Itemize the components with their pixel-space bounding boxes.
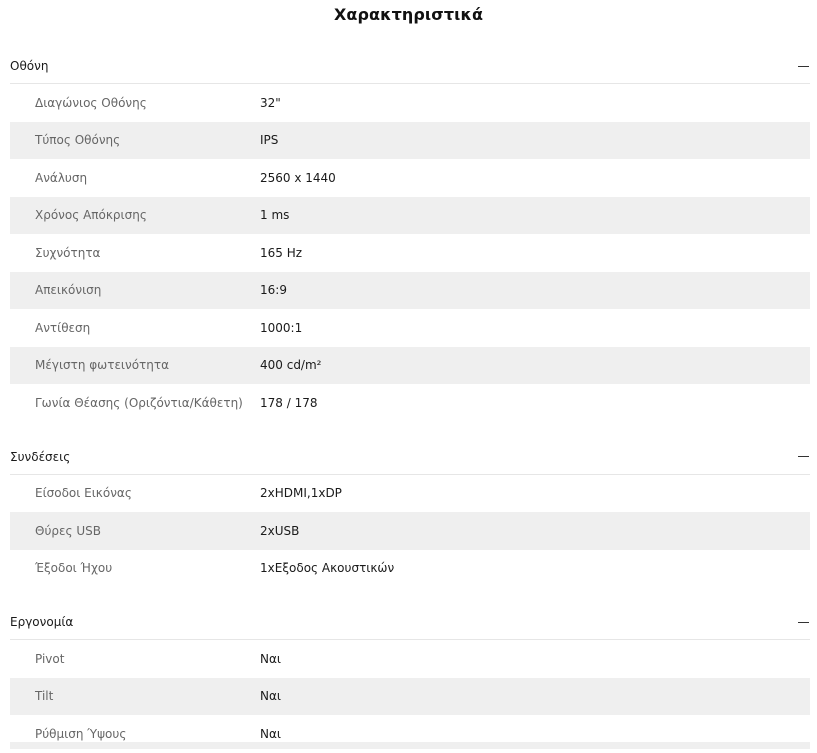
spec-value: Ναι xyxy=(260,689,281,704)
minus-icon[interactable] xyxy=(798,622,809,623)
spec-value: 32" xyxy=(260,95,281,110)
spec-row xyxy=(10,234,810,272)
spec-row xyxy=(10,197,810,235)
spec-label: Θύρες USB xyxy=(35,523,101,538)
section-title: Οθόνη xyxy=(10,59,49,73)
spec-value: 2xHDMI,1xDP xyxy=(260,486,342,501)
spec-row xyxy=(10,347,810,385)
section-header-display[interactable] xyxy=(10,49,810,84)
spec-label: Έξοδοι Ήχου xyxy=(35,561,113,576)
spec-label: Χρόνος Απόκρισης xyxy=(35,208,147,223)
spec-row xyxy=(10,550,810,588)
spec-value: 1xΕξοδος Ακουστικών xyxy=(260,561,395,576)
section-header-connections[interactable] xyxy=(10,440,810,475)
spec-value: 1000:1 xyxy=(260,320,303,335)
spec-row xyxy=(10,122,810,160)
spec-value: 2560 x 1440 xyxy=(260,170,336,185)
section-display xyxy=(10,49,810,422)
section-ergonomics xyxy=(10,605,810,753)
spec-label: Είσοδοι Εικόνας xyxy=(35,486,132,501)
spec-row xyxy=(10,309,810,347)
spec-value: 165 Hz xyxy=(260,245,303,260)
page-title: Χαρακτηριστικά xyxy=(333,5,484,24)
spec-row xyxy=(10,272,810,310)
spec-label: Μέγιστη φωτεινότητα xyxy=(35,358,169,373)
spec-value: Ναι xyxy=(260,726,281,741)
section-header-ergonomics[interactable] xyxy=(10,605,810,640)
minus-icon[interactable] xyxy=(798,66,809,67)
spec-value: IPS xyxy=(260,133,279,148)
spec-row xyxy=(10,159,810,197)
spec-label: Διαγώνιος Οθόνης xyxy=(35,95,147,110)
spec-value: 178 / 178 xyxy=(260,395,318,410)
spec-value: 16:9 xyxy=(260,283,287,298)
minus-icon[interactable] xyxy=(798,456,809,457)
section-title: Εργονομία xyxy=(10,615,74,629)
spec-row xyxy=(10,84,810,122)
spec-value: 2xUSB xyxy=(260,523,300,538)
specifications-panel xyxy=(10,49,810,753)
spec-value: Ναι xyxy=(260,651,281,666)
section-title: Συνδέσεις xyxy=(10,449,71,464)
spec-row xyxy=(10,640,810,678)
spec-label: Απεικόνιση xyxy=(35,283,102,298)
spec-list-display xyxy=(10,84,810,422)
section-connections xyxy=(10,440,810,588)
spec-label: Γωνία Θέασης (Οριζόντια/Κάθετη) xyxy=(35,395,243,410)
spec-row-partial xyxy=(10,742,810,749)
spec-value: 400 cd/m² xyxy=(260,358,322,373)
spec-row xyxy=(10,512,810,550)
spec-row xyxy=(10,678,810,716)
spec-label: Αντίθεση xyxy=(35,320,91,335)
spec-label: Pivot xyxy=(35,651,65,666)
spec-row xyxy=(10,384,810,422)
spec-list-connections xyxy=(10,475,810,588)
spec-list-ergonomics xyxy=(10,640,810,753)
spec-label: Tilt xyxy=(35,689,54,704)
spec-value: 1 ms xyxy=(260,208,290,223)
spec-label: Ρύθμιση Ύψους xyxy=(35,726,127,741)
spec-row xyxy=(10,475,810,513)
spec-label: Ανάλυση xyxy=(35,170,88,185)
spec-label: Τύπος Οθόνης xyxy=(35,133,121,148)
spec-label: Συχνότητα xyxy=(35,245,101,260)
